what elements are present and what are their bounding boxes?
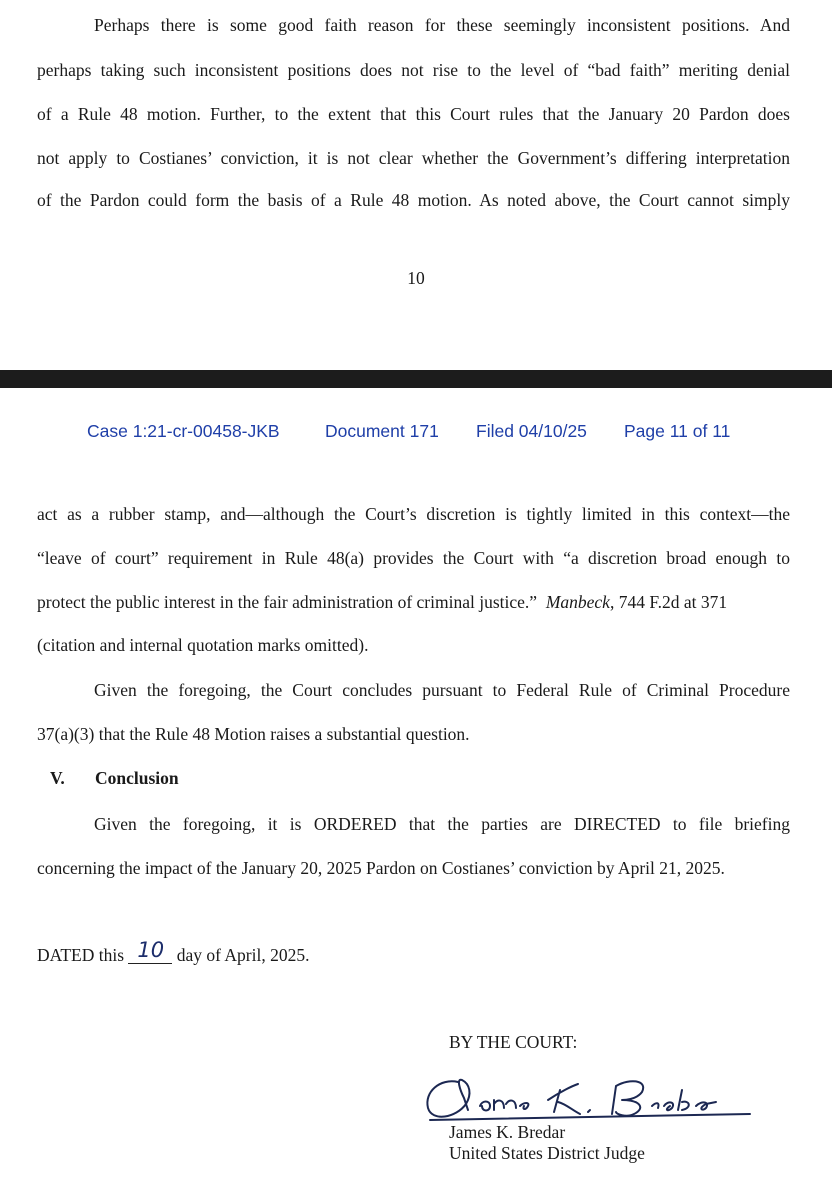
text-line: perhaps taking such inconsistent positions does not rise to the level of “bad faith” meriting denial <box>37 60 790 80</box>
dated-prefix: DATED this <box>37 945 125 965</box>
page-count: Page 11 of 11 <box>624 421 731 441</box>
dated-day-handwritten: 10 <box>137 938 165 962</box>
text-line: (citation and internal quotation marks omitted). <box>37 635 369 655</box>
case-header <box>0 421 832 445</box>
dated-suffix: day of April, 2025. <box>176 945 310 965</box>
document-number: Document 171 <box>325 421 439 441</box>
text-line: of a Rule 48 motion. Further, to the extent that this Court rules that the January 20 Pardon does <box>37 104 790 124</box>
case-citation-italic: Manbeck <box>545 592 610 612</box>
text-line: Perhaps there is some good faith reason for these seemingly inconsistent positions. And <box>94 15 790 35</box>
text-line: Given the foregoing, it is ORDERED that the parties are DIRECTED to file briefing <box>94 814 790 834</box>
page-divider <box>0 370 832 388</box>
page-number: 10 <box>407 268 425 288</box>
heading-text: Conclusion <box>95 768 179 788</box>
text-line: 37(a)(3) that the Rule 48 Motion raises a substantial question. <box>37 724 470 744</box>
text-line: Given the foregoing, the Court concludes pursuant to Federal Rule of Criminal Procedure <box>94 680 790 700</box>
by-the-court: BY THE COURT: <box>449 1032 578 1052</box>
judge-title: United States District Judge <box>449 1143 645 1163</box>
text-segment: protect the public interest in the fair administration of criminal justice.” <box>37 592 538 612</box>
text-line-with-citation <box>37 591 790 613</box>
citation-rest: , 744 F.2d at 371 <box>609 592 728 612</box>
heading-number: V. <box>50 768 65 788</box>
text-line: “leave of court” requirement in Rule 48(a) provides the Court with “a discretion broad enough to <box>37 548 790 568</box>
text-line: concerning the impact of the January 20, 2025 Pardon on Costianes’ conviction by April 21, 2025. <box>37 858 725 878</box>
text-line: of the Pardon could form the basis of a Rule 48 motion. As noted above, the Court cannot simply <box>37 190 790 210</box>
handwritten-signature <box>420 1060 760 1130</box>
text-line: act as a rubber stamp, and—although the Court’s discretion is tightly limited in this context—the <box>37 504 790 524</box>
text-line: not apply to Costianes’ conviction, it is not clear whether the Government’s differing interpretation <box>37 148 790 168</box>
judge-name: James K. Bredar <box>449 1122 566 1142</box>
case-number: Case 1:21-cr-00458-JKB <box>87 421 280 441</box>
dated-line <box>37 938 790 966</box>
filed-date: Filed 04/10/25 <box>476 421 587 441</box>
dated-day-blank <box>128 938 172 964</box>
